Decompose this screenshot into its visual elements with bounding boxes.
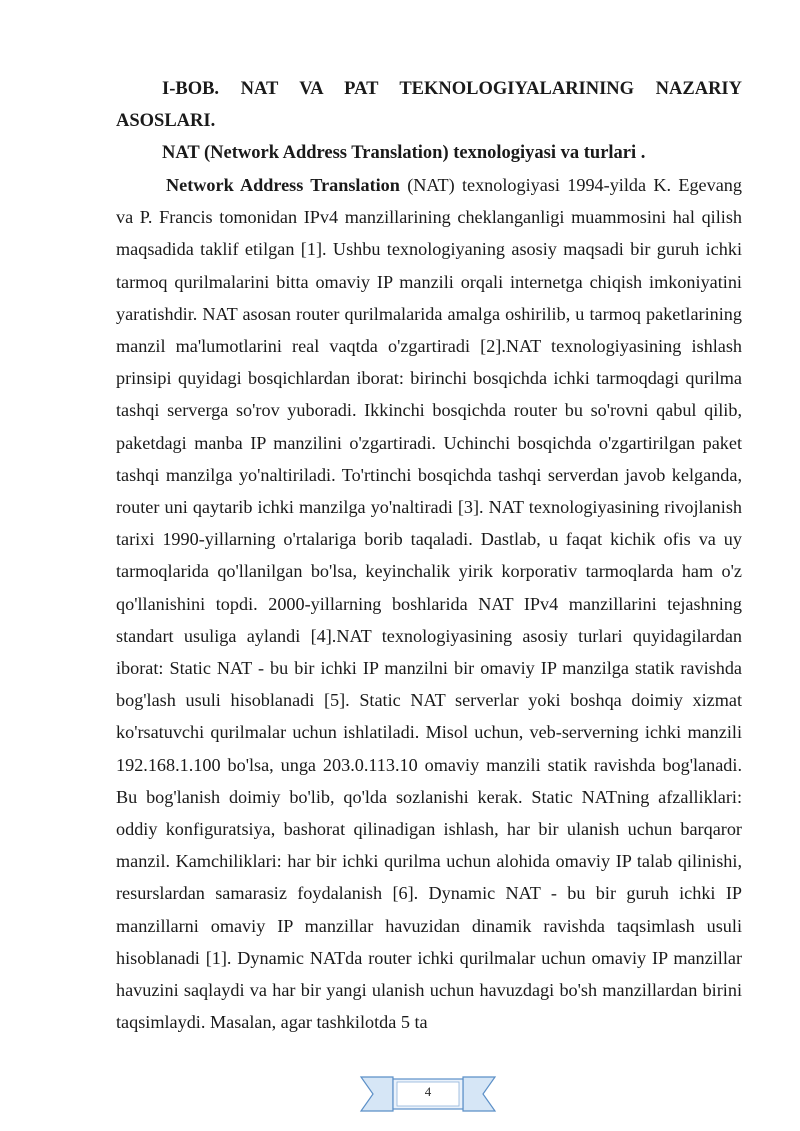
section-title: NAT (Network Address Translation) texnologiyasi va turlari . — [162, 143, 646, 163]
page-number: 4 — [424, 1084, 432, 1099]
paragraph-lead-bold: Network Address Translation — [166, 175, 400, 195]
paragraph-text: (NAT) texnologiyasi 1994-yilda K. Egevang va P. Francis tomonidan IPv4 manzillarining cheklanganligi muammosini hal qilish maqsadida taklif etilgan [1]. Ushbu texnologiyaning asosiy maqsadi bir guruh ichki tarmoq qurilmalarini bitta omaviy IP manzili orqali internetga chiqish imkoniyatini yaratishdir. NAT asosan router qurilmalarida amalga oshirilib, u tarmoq paketlarining manzil ma'lumotlarini real vaqtda o'zgartiradi [2].NAT texnologiyasining ishlash prinsipi quyidagi bosqichlardan iborat: birinchi bosqichda ichki tarmoqdagi qurilma tashqi serverga so'rov yuboradi. Ikkinchi bosqichda router bu so'rovni qabul qilib, paketdagi manba IP manzilini o'zgartiradi. Uchinchi bosqichda o'zgartirilgan paket tashqi manzilga yo'naltiriladi. To'rtinchi bosqichda tashqi serverdan javob kelganda, router uni qaytarib ichki manzilga yo'naltiradi [3]. NAT texnologiyasining rivojlanish tarixi 1990-yillarning o'rtalariga borib taqaladi. Dastlab, u faqat kichik ofis va uy tarmoqlarida qo'llanilgan bo'lsa, keyinchalik yirik korporativ tarmoqlarda ham o'z qo'llanishini topdi. 2000-yillarning boshlarida NAT IPv4 manzillarini tejashning standart usuliga aylandi [4].NAT texnologiyasining asosiy turlari quyidagilardan iborat: Static NAT - bu bir ichki IP manzilni bir omaviy IP manzilga statik ravishda bog'lash usuli hisoblanadi [5]. Static NAT serverlar yoki boshqa doimiy xizmat ko'rsatuvchi qurilmalar uchun ishlatiladi. Misol uchun, veb-serverning ichki manzili 192.168.1.100 bo'lsa, unga 203.0.113.10 omaviy manzili statik ravishda bog'lanadi. Bu bog'lanish doimiy bo'lib, qo'lda sozlanishi kerak. Static NATning afzalliklari: oddiy konfiguratsiya, bashorat qilinadigan ishlash, har bir ulanish uchun barqaror manzil. Kamchiliklari: har bir ichki qurilma uchun alohida omaviy IP talab qilinishi, resurslardan samarasiz foydalanish [6]. Dynamic NAT - bu bir guruh ichki IP manzillarni omaviy IP manzillar havuzidan dinamik ravishda taqsimlash usuli hisoblanadi [1]. Dynamic NATda router ichki qurilmalar uchun omaviy IP manzillar havuzini saqlaydi va har bir yangi ulanish uchun havuzdagi bo'sh manzillardan birini taqsimlaydi. Masalan, agar tashkilotda 5 ta — [116, 175, 742, 1033]
page-footer — [359, 1073, 497, 1115]
page-content — [116, 73, 742, 1038]
chapter-title: I-BOB. NAT VA PAT TEKNOLOGIYALARINING NAZARIY ASOSLARI. — [116, 79, 742, 131]
body-paragraph — [116, 169, 742, 1038]
